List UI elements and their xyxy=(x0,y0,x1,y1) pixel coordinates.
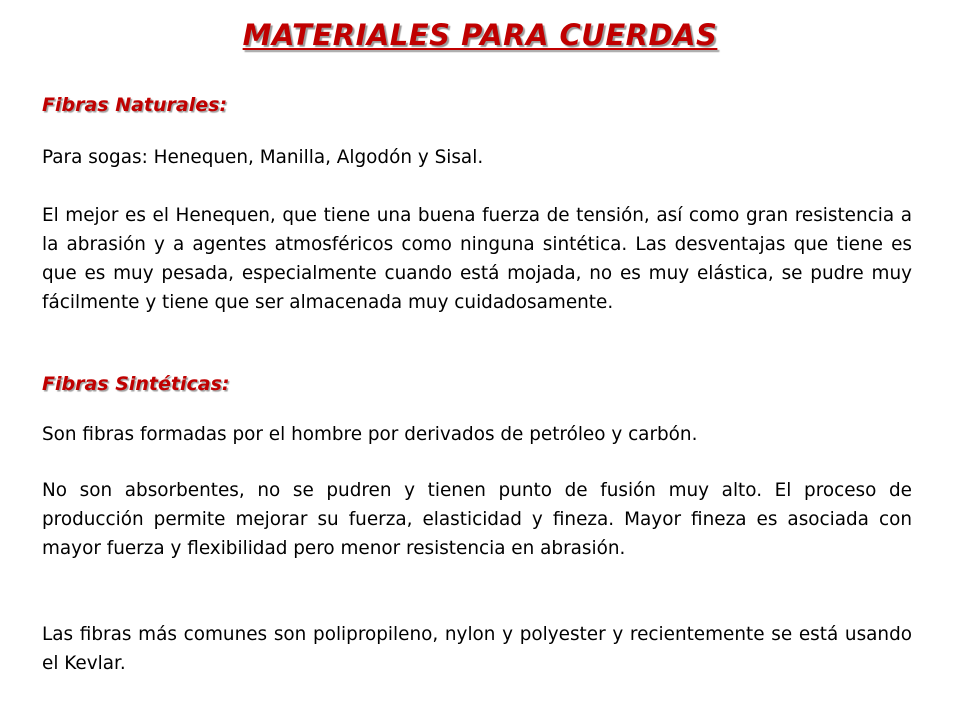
synthetic-fibers-properties-paragraph: No son absorbentes, no se pudren y tienen punto de fusión muy alto. El proceso de producción permite mejorar su fuerza, elasticidad y fineza. Mayor fineza es asociada con mayor fuerza y flexibilidad pero menor resistencia en abrasión. xyxy=(42,480,912,559)
synthetic-fibers-common-types-paragraph: Las fibras más comunes son polipropileno, nylon y polyester y recientemente se está usando el Kevlar. xyxy=(42,624,912,674)
natural-fibers-heading: Fibras Naturales: xyxy=(42,94,228,116)
natural-fibers-paragraph: El mejor es el Henequen, que tiene una buena fuerza de tensión, así como gran resistencia a la abrasión y a agentes atmosféricos como ninguna sintética. Las desventajas que tiene es que es muy pesada, especialmente cuando está mojada, no es muy elástica, se pudre muy fácilmente y tiene que ser almacenada muy cuidadosamente. xyxy=(42,205,912,313)
synthetic-fibers-heading: Fibras Sintéticas: xyxy=(42,373,230,395)
natural-fibers-rope-list: Para sogas: Henequen, Manilla, Algodón y Sisal. xyxy=(42,147,484,168)
synthetic-fibers-definition: Son fibras formadas por el hombre por derivados de petróleo y carbón. xyxy=(42,424,698,445)
slide-title: MATERIALES PARA CUERDAS xyxy=(242,18,718,52)
